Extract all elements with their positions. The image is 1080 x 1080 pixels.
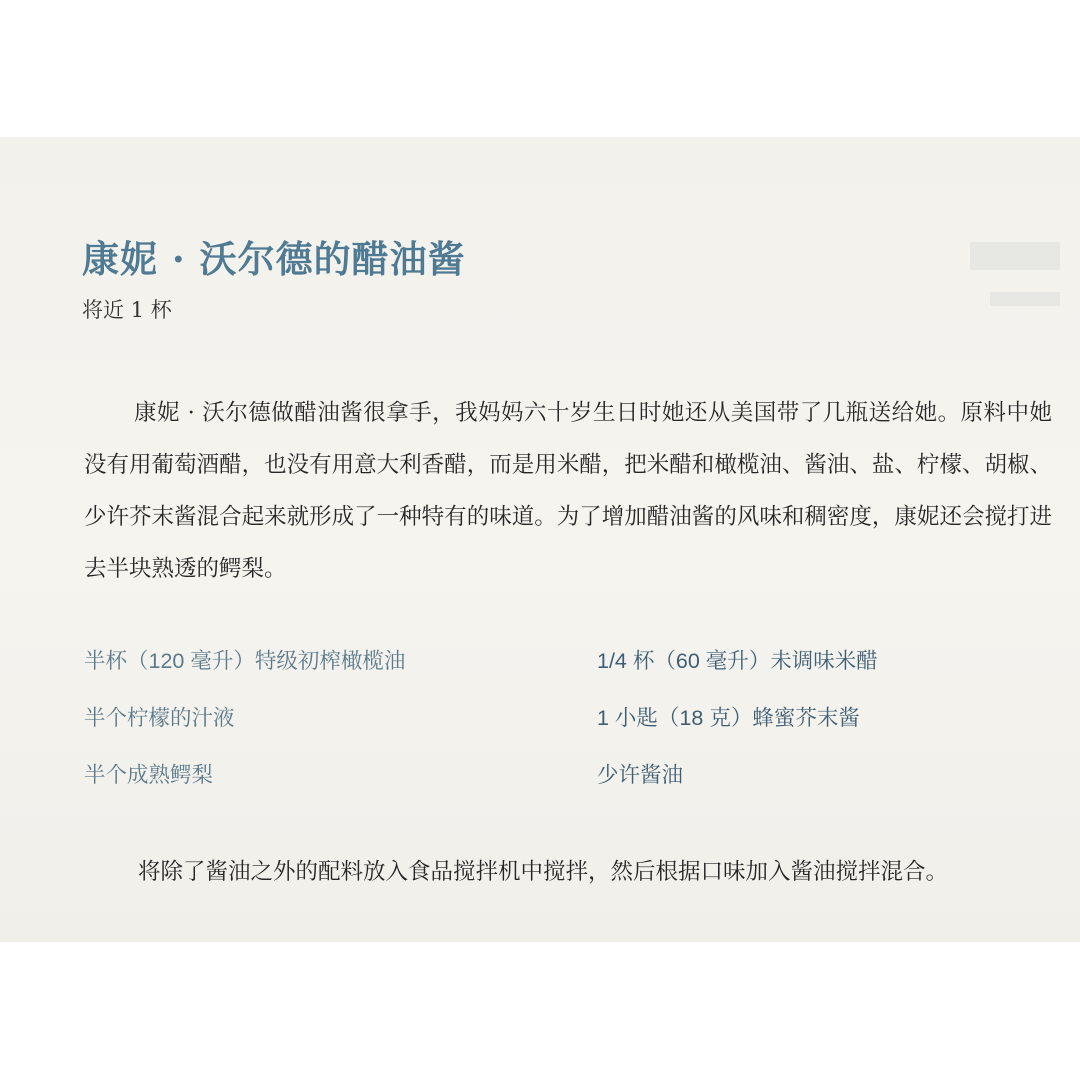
recipe-method: 将除了酱油之外的配料放入食品搅拌机中搅拌，然后根据口味加入酱油搅拌混合。	[138, 859, 949, 885]
recipe-intro: 康妮 · 沃尔德做醋油酱很拿手，我妈妈六十岁生日时她还从美国带了几瓶送给她。原料中她没有用葡萄酒醋，也没有用意大利香醋，而是用米醋，把米醋和橄榄油、酱油、盐、柠檬、胡椒、少许芥末酱混合起来就形成了一种特有的味道。为了增加醋油酱的风味和稠密度，康妮还会搅打进去半块熟透的鳄梨。	[84, 400, 1052, 582]
recipe-yield: 将近 1 杯	[82, 298, 172, 322]
ingredient-rice-vinegar: 1/4 杯（60 毫升）未调味米醋	[597, 649, 878, 673]
bleed-through-shadow	[950, 232, 1080, 322]
ingredient-lemon-juice: 半个柠檬的汁液	[84, 706, 235, 730]
book-page	[0, 137, 1080, 942]
ingredient-avocado: 半个成熟鳄梨	[84, 763, 214, 787]
ingredient-olive-oil: 半杯（120 毫升）特级初榨橄榄油	[84, 649, 406, 673]
ingredient-soy-sauce: 少许酱油	[597, 763, 684, 787]
recipe-title: 康妮 · 沃尔德的醋油酱	[82, 237, 466, 281]
ingredient-honey-mustard: 1 小匙（18 克）蜂蜜芥末酱	[597, 706, 860, 730]
